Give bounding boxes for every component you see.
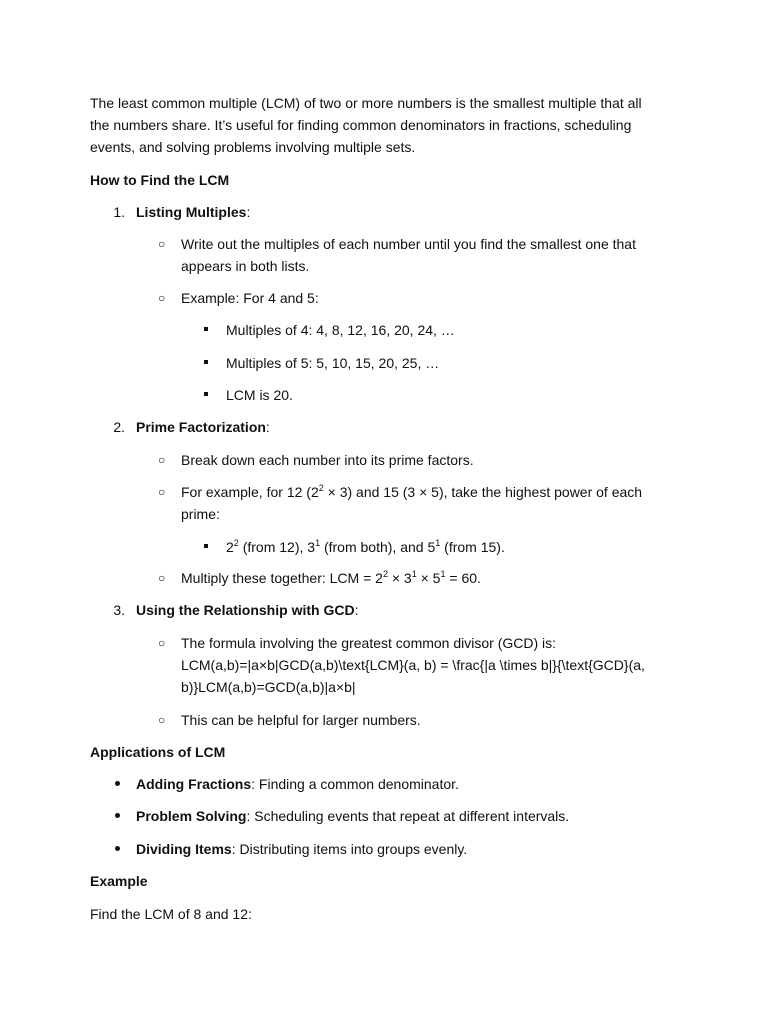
superscript: 2 [382, 569, 388, 579]
method-2-bullet-2-line-2: prime: [181, 506, 220, 522]
bullet-dot-icon [115, 846, 120, 851]
method-2-bullet-2-line-1 [181, 481, 642, 503]
method-2-bullet-1: Break down each number into its prime factors. [181, 452, 474, 468]
intro-line-3: events, and solving problems involving multiple sets. [90, 139, 416, 155]
method-2-sub-1 [226, 536, 505, 558]
application-term: Problem Solving [136, 808, 247, 824]
text-part: (from 15). [440, 539, 505, 555]
text-part: 2 [226, 539, 234, 555]
circle-bullet-icon: ○ [158, 485, 166, 499]
intro-line-2: the numbers share. It’s useful for finding common denominators in fractions, scheduling [90, 117, 632, 133]
method-2-title [136, 416, 270, 438]
applications-heading: Applications of LCM [90, 744, 226, 760]
application-item [136, 838, 467, 860]
superscript: 1 [315, 538, 321, 548]
square-bullet-icon [204, 392, 208, 396]
application-term: Adding Fractions [136, 776, 252, 792]
superscript: 1 [435, 538, 441, 548]
circle-bullet-icon: ○ [158, 237, 166, 251]
example-text: Find the LCM of 8 and 12: [90, 906, 252, 922]
superscript: 1 [440, 569, 446, 579]
method-3-title [136, 599, 358, 621]
method-3-bullet-2: This can be helpful for larger numbers. [181, 712, 421, 728]
method-1-label: Listing Multiples [136, 204, 247, 220]
text-part: × 3 [387, 570, 412, 586]
text-part: = 60. [445, 570, 481, 586]
method-2-bullet-3 [181, 567, 481, 589]
method-3-colon: : [354, 602, 359, 618]
list-number-3: 3. [113, 602, 125, 618]
text-part: Multiply these together: LCM = 2 [181, 570, 383, 586]
list-number-1: 1. [113, 204, 125, 220]
list-number-2: 2. [113, 419, 125, 435]
method-1-sub-2: Multiples of 5: 5, 10, 15, 20, 25, … [226, 355, 440, 371]
text-part: × 3) and 15 (3 × 5), take the highest power of each [323, 484, 643, 500]
text-part: (from 12), 3 [238, 539, 316, 555]
method-3-label: Using the Relationship with GCD [136, 602, 355, 618]
text-part: For example, for 12 (2 [181, 484, 319, 500]
text-part: (from both), and 5 [320, 539, 436, 555]
circle-bullet-icon: ○ [158, 291, 166, 305]
method-1-sub-3: LCM is 20. [226, 387, 293, 403]
application-item [136, 773, 459, 795]
square-bullet-icon [204, 544, 208, 548]
method-2-label: Prime Factorization [136, 419, 266, 435]
application-desc: : Scheduling events that repeat at different intervals. [246, 808, 570, 824]
bullet-dot-icon [115, 813, 120, 818]
method-3-bullet-1-line-2: LCM(a,b)=|a×b|GCD(a,b)\text{LCM}(a, b) = \frac{|a \times b|}{\text{GCD}(a, [181, 657, 645, 673]
method-1-bullet-1-line-1: Write out the multiples of each number until you find the smallest one that [181, 236, 636, 252]
method-1-bullet-1-line-2: appears in both lists. [181, 258, 310, 274]
circle-bullet-icon: ○ [158, 453, 166, 467]
method-2-colon: : [265, 419, 270, 435]
square-bullet-icon [204, 360, 208, 364]
superscript: 1 [411, 569, 417, 579]
square-bullet-icon [204, 327, 208, 331]
method-1-sub-1: Multiples of 4: 4, 8, 12, 16, 20, 24, … [226, 322, 455, 338]
how-to-heading: How to Find the LCM [90, 172, 230, 188]
application-term: Dividing Items [136, 841, 232, 857]
superscript: 2 [233, 538, 239, 548]
circle-bullet-icon: ○ [158, 636, 166, 650]
application-item [136, 805, 569, 827]
method-1-bullet-2: Example: For 4 and 5: [181, 290, 319, 306]
text-part: × 5 [416, 570, 441, 586]
circle-bullet-icon: ○ [158, 713, 166, 727]
intro-line-1: The least common multiple (LCM) of two or more numbers is the smallest multiple that all [90, 95, 642, 111]
bullet-dot-icon [115, 781, 120, 786]
application-desc: : Finding a common denominator. [251, 776, 459, 792]
method-3-bullet-1-line-1: The formula involving the greatest common divisor (GCD) is: [181, 635, 557, 651]
application-desc: : Distributing items into groups evenly. [231, 841, 468, 857]
example-heading: Example [90, 873, 148, 889]
circle-bullet-icon: ○ [158, 571, 166, 585]
method-3-bullet-1-line-3: b)}LCM(a,b)=GCD(a,b)|a×b| [181, 679, 356, 695]
superscript: 2 [318, 483, 324, 493]
method-1-colon: : [246, 204, 251, 220]
method-1-title [136, 201, 250, 223]
